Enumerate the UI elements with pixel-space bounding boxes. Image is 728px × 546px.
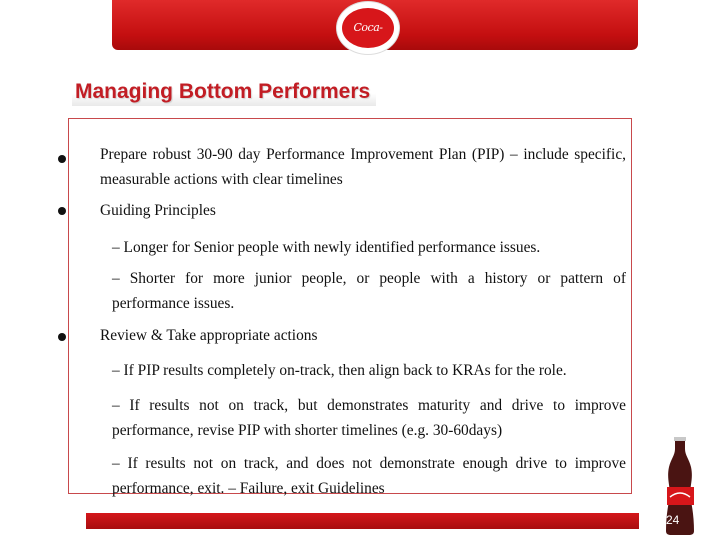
bullet-item-pip: Prepare robust 30-90 day Performance Improvement Plan (PIP) – include specific, measurable actions with clear timelines	[100, 146, 626, 188]
sub-item-longer: – Longer for Senior people with newly identified performance issues.	[112, 239, 541, 256]
logo-text: Coca-Cola	[342, 8, 394, 48]
slide-title: Managing Bottom Performers	[72, 78, 376, 106]
bottom-bar	[86, 513, 639, 529]
bullet-item-guiding-principles: Guiding Principles	[100, 202, 216, 219]
bullet-dot-2	[58, 207, 66, 215]
bullet-item-review: Review & Take appropriate actions	[100, 327, 318, 344]
page-number: 24	[666, 513, 680, 527]
coca-cola-bottle-icon	[658, 437, 702, 537]
bullet-dot-1	[58, 155, 66, 163]
sub-item-exit: – If results not on track, and does not demonstrate enough drive to improve performance, exit. – Failure, exit Guidelines	[112, 455, 626, 497]
sub-item-shorter: – Shorter for more junior people, or people with a history or pattern of performance issues.	[112, 270, 626, 312]
sub-item-on-track: – If PIP results completely on-track, then align back to KRAs for the role.	[112, 362, 567, 379]
sub-item-revise: – If results not on track, but demonstrates maturity and drive to improve performance, revise PIP with shorter timelines (e.g. 30-60days)	[112, 397, 626, 439]
bullet-dot-3	[58, 333, 66, 341]
coca-cola-logo	[337, 2, 399, 74]
